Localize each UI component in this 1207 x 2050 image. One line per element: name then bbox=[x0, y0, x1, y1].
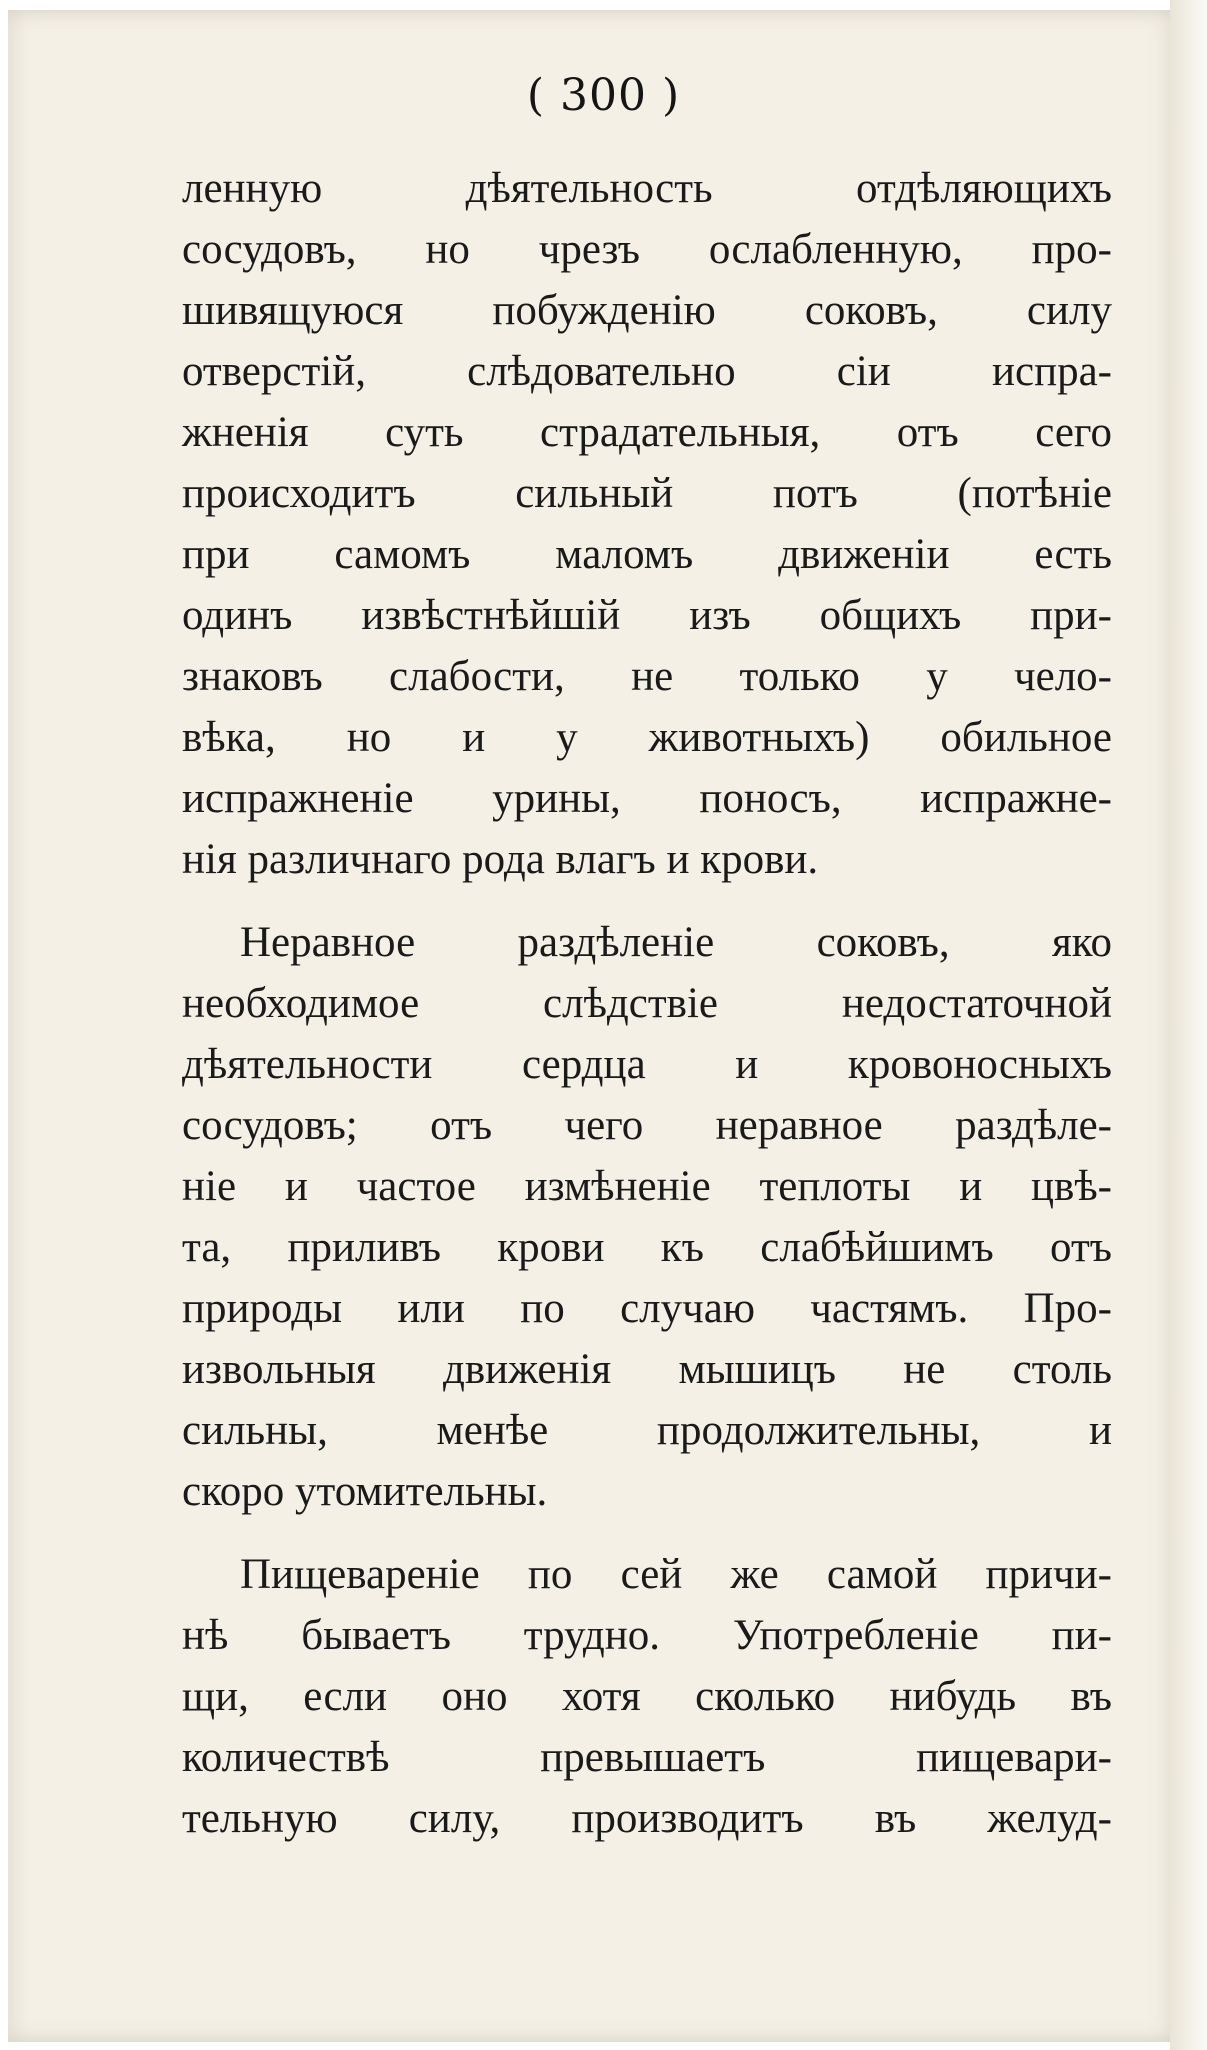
text-line: извольныя движенія мышицъ не столь bbox=[182, 1346, 1112, 1393]
text-line: нѣ бываетъ трудно. Употребленіе пи- bbox=[182, 1612, 1112, 1659]
text-line: ніе и частое измѣненіе теплоты и цвѣ- bbox=[182, 1163, 1112, 1210]
text-line: происходитъ сильный потъ (потѣніе bbox=[182, 470, 1112, 517]
text-line: одинъ извѣстнѣйшій изъ общихъ при- bbox=[182, 592, 1112, 639]
paragraph-gap bbox=[182, 1522, 1112, 1544]
scan-edge bbox=[1170, 0, 1207, 2050]
text-line: отверстій, слѣдовательно сіи испра- bbox=[182, 348, 1112, 395]
text-line: нія различнаго рода влагъ и крови. bbox=[182, 836, 819, 883]
text-line: жненія суть страдательныя, отъ сего bbox=[182, 409, 1112, 456]
text-line: при самомъ маломъ движеніи есть bbox=[182, 531, 1112, 578]
text-line: вѣка, но и у животныхъ) обильное bbox=[182, 714, 1112, 761]
text-line: количествѣ превышаетъ пищевари- bbox=[182, 1734, 1112, 1781]
text-line: необходимое слѣдствіе недостаточной bbox=[182, 980, 1112, 1027]
text-line: сильны, менѣе продолжительны, и bbox=[182, 1407, 1112, 1454]
text-line: знаковъ слабости, не только у чело- bbox=[182, 653, 1112, 700]
text-line: Пищевареніе по сей же самой причи- bbox=[240, 1551, 1112, 1598]
text-line: щи, если оно хотя сколько нибудь въ bbox=[182, 1673, 1112, 1720]
text-line: Неравное раздѣленіе соковъ, яко bbox=[240, 919, 1112, 966]
text-line: испражненіе урины, поносъ, испражне- bbox=[182, 775, 1112, 822]
text-line: скоро утомительны. bbox=[182, 1468, 548, 1515]
text-line: ленную дѣятельность отдѣляющихъ bbox=[182, 165, 1112, 212]
text-line: природы или по случаю частямъ. Про- bbox=[182, 1285, 1112, 1332]
text-line: сосудовъ, но чрезъ ослабленную, про- bbox=[182, 226, 1112, 273]
paragraph-gap bbox=[182, 890, 1112, 912]
text-line: тельную силу, производитъ въ желуд- bbox=[182, 1795, 1112, 1842]
page-number-header: ( 300 ) bbox=[526, 70, 681, 121]
text-line: дѣятельности сердца и кровоносныхъ bbox=[182, 1041, 1112, 1088]
text-line: сосудовъ; отъ чего неравное раздѣле- bbox=[182, 1102, 1112, 1149]
text-line: та, приливъ крови къ слабѣйшимъ отъ bbox=[182, 1224, 1112, 1271]
text-line: шивящуюся побужденію соковъ, силу bbox=[182, 287, 1112, 334]
body-text bbox=[182, 158, 1112, 1849]
